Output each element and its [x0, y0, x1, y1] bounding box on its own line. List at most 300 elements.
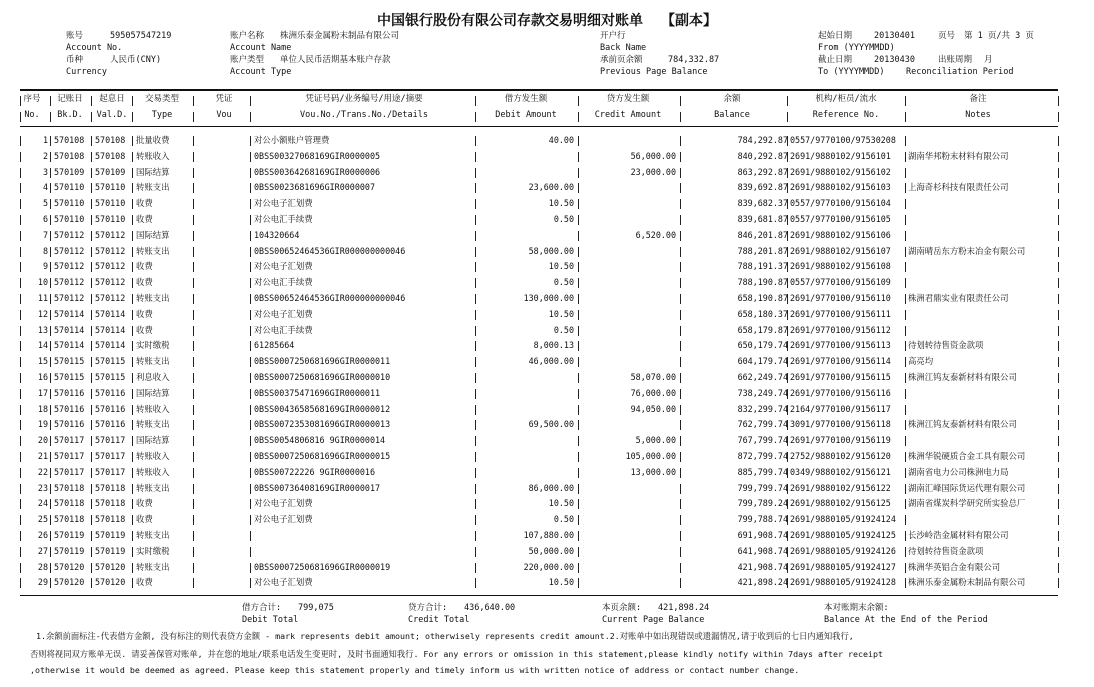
cell-no: 2	[42, 150, 48, 161]
header-divider	[91, 96, 92, 106]
cell-divider	[578, 183, 579, 193]
cell-ref: 2691/9770100/9156113	[790, 340, 891, 351]
cell-details: 对公电子汇划费	[254, 308, 313, 319]
header-divider	[20, 96, 21, 106]
cell-divider	[680, 294, 681, 304]
cell-notes: 湖南晴岳东方粉末冶金有限公司	[908, 245, 1026, 256]
cell-divider	[250, 310, 251, 320]
cell-balance: 832,299.74	[737, 403, 788, 414]
cell-divider	[680, 405, 681, 415]
cell-debit: 10.50	[548, 308, 574, 319]
cell-type: 收费	[136, 324, 153, 335]
header-divider	[132, 96, 133, 106]
cell-divider	[680, 215, 681, 225]
cell-divider	[50, 199, 51, 209]
account-no-label-en: Account No.	[66, 43, 123, 53]
cell-divider	[578, 231, 579, 241]
cell-type: 转账收入	[136, 450, 170, 461]
cell-balance: 762,799.74	[737, 419, 788, 430]
cell-divider	[50, 452, 51, 462]
cell-type: 转账支出	[136, 482, 170, 493]
cell-divider	[250, 405, 251, 415]
cell-divider	[20, 152, 21, 162]
cell-val: 570119	[95, 529, 126, 540]
cell-val: 570110	[95, 198, 126, 209]
cell-divider	[20, 578, 21, 588]
cell-no: 4	[42, 182, 48, 193]
table-row	[20, 544, 1060, 560]
column-header-en-7: Credit Amount	[594, 110, 662, 120]
cell-divider	[250, 531, 251, 541]
cell-divider	[578, 357, 579, 367]
cell-type: 实时缴税	[136, 340, 170, 351]
cell-divider	[250, 326, 251, 336]
cell-credit: 6,520.00	[635, 229, 676, 240]
cell-divider	[680, 563, 681, 573]
cell-val: 570114	[95, 308, 126, 319]
cell-ref: 2691/9770100/9156112	[790, 324, 891, 335]
header-divider	[680, 112, 681, 122]
currency-value: 人民币(CNY)	[110, 55, 162, 65]
cell-divider	[680, 373, 681, 383]
cell-balance: 421,908.74	[737, 561, 788, 572]
table-row	[20, 291, 1060, 307]
cell-ref: 2691/9880102/9156101	[790, 150, 891, 161]
copy-mark: 【副本】	[661, 13, 717, 29]
cell-divider	[50, 247, 51, 257]
table-row	[20, 275, 1060, 291]
cell-details: 0BSS0007250681696GIR0000010	[254, 371, 391, 382]
header-divider	[250, 112, 251, 122]
cell-val: 570119	[95, 545, 126, 556]
title-text: 中国银行股份有限公司存款交易明细对账单	[377, 13, 643, 29]
cell-val: 570112	[95, 261, 126, 272]
cell-divider	[20, 136, 21, 146]
cell-divider	[578, 484, 579, 494]
cell-divider	[680, 484, 681, 494]
cell-divider	[50, 326, 51, 336]
cell-no: 21	[37, 450, 48, 461]
cell-type: 国际结算	[136, 229, 170, 240]
cell-bk: 570114	[54, 340, 85, 351]
cell-divider	[250, 484, 251, 494]
from-label: 起始日期	[818, 31, 853, 41]
cell-details: 对公电子汇划费	[254, 577, 313, 588]
cell-divider	[250, 278, 251, 288]
cell-type: 收费	[136, 498, 153, 509]
cell-no: 25	[37, 514, 48, 525]
cell-details: 0BSS0043658568169GIR0000012	[254, 403, 391, 414]
cell-bk: 570112	[54, 292, 85, 303]
cell-ref: 2691/9880105/91924128	[790, 577, 896, 588]
cell-val: 570110	[95, 213, 126, 224]
cell-divider	[250, 152, 251, 162]
cell-ref: 2691/9880105/91924124	[790, 514, 896, 525]
cell-val: 570117	[95, 435, 126, 446]
cell-divider	[50, 152, 51, 162]
cell-ref: 2691/9880102/9156122	[790, 482, 891, 493]
header-divider	[50, 96, 51, 106]
cell-val: 570115	[95, 371, 126, 382]
table-row	[20, 338, 1060, 354]
cell-divider	[475, 531, 476, 541]
credit-total-label-en: Credit Total	[408, 615, 470, 625]
cell-val: 570117	[95, 450, 126, 461]
header-divider	[905, 96, 906, 106]
cell-divider	[250, 436, 251, 446]
cell-divider	[250, 136, 251, 146]
cell-divider	[20, 531, 21, 541]
period-block	[818, 30, 1034, 78]
cell-val: 570116	[95, 387, 126, 398]
cell-bk: 570108	[54, 150, 85, 161]
cell-val: 570117	[95, 466, 126, 477]
cell-divider	[250, 499, 251, 509]
column-header	[20, 94, 1060, 126]
cell-divider	[1058, 405, 1059, 415]
cell-ref: 0349/9880102/9156121	[790, 466, 891, 477]
cell-val: 570118	[95, 514, 126, 525]
cell-credit: 105,000.00	[625, 450, 676, 461]
table-row	[20, 433, 1060, 449]
cell-divider	[20, 199, 21, 209]
cell-bk: 570118	[54, 482, 85, 493]
cell-balance: 421,898.24	[737, 577, 788, 588]
cell-val: 570120	[95, 561, 126, 572]
cell-val: 570110	[95, 182, 126, 193]
cell-no: 24	[37, 498, 48, 509]
cell-divider	[20, 247, 21, 257]
cell-details: 0BSS00722226 9GIR0000016	[254, 466, 376, 477]
cell-bk: 570112	[54, 261, 85, 272]
cell-divider	[1058, 199, 1059, 209]
cell-type: 收费	[136, 213, 153, 224]
cell-divider	[50, 547, 51, 557]
cell-ref: 0557/9770100/9156105	[790, 213, 891, 224]
cell-divider	[578, 294, 579, 304]
cell-details: 对公电子汇划费	[254, 198, 313, 209]
period-label-en: Reconciliation Period	[906, 67, 1014, 77]
cell-type: 收费	[136, 577, 153, 588]
cell-ref: 2691/9880102/9156102	[790, 166, 891, 177]
cell-type: 收费	[136, 514, 153, 525]
cell-divider	[20, 278, 21, 288]
cell-val: 570116	[95, 403, 126, 414]
cell-type: 转账收入	[136, 403, 170, 414]
cell-credit: 76,000.00	[630, 387, 676, 398]
column-header-en-5: Vou.No./Trans.No./Details	[300, 110, 428, 120]
cell-divider	[50, 341, 51, 351]
cell-balance: 788,191.37	[737, 261, 788, 272]
cell-divider	[50, 405, 51, 415]
cell-balance: 650,179.74	[737, 340, 788, 351]
cell-ref: 2691/9880102/9156107	[790, 245, 891, 256]
cell-credit: 13,000.00	[630, 466, 676, 477]
account-no-label: 账号	[66, 31, 84, 41]
cell-divider	[250, 341, 251, 351]
bank-label-en: Back Name	[600, 43, 647, 53]
cell-divider	[578, 547, 579, 557]
cell-divider	[578, 278, 579, 288]
current-balance-label-en: Current Page Balance	[602, 615, 705, 625]
cell-divider	[20, 262, 21, 272]
cell-debit: 10.50	[548, 577, 574, 588]
cell-notes: 株洲华锐硬质合金工具有限公司	[908, 450, 1026, 461]
cell-val: 570109	[95, 166, 126, 177]
cell-divider	[50, 310, 51, 320]
cell-divider	[578, 215, 579, 225]
table-row	[20, 259, 1060, 275]
column-header-en-1: Bk.D.	[57, 110, 83, 120]
cell-bk: 570109	[54, 166, 85, 177]
cell-type: 转账收入	[136, 466, 170, 477]
column-header-cn-6: 借方发生额	[504, 94, 548, 104]
cell-divider	[680, 420, 681, 430]
cell-balance: 839,681.87	[737, 213, 788, 224]
cell-type: 国际结算	[136, 387, 170, 398]
cell-type: 转账支出	[136, 356, 170, 367]
cell-divider	[1058, 262, 1059, 272]
cell-divider	[250, 357, 251, 367]
cell-divider	[680, 183, 681, 193]
cell-debit: 8,000.13	[533, 340, 574, 351]
cell-divider	[20, 168, 21, 178]
cell-debit: 107,880.00	[523, 529, 574, 540]
credit-total	[408, 602, 515, 626]
cell-divider	[578, 420, 579, 430]
table-row	[20, 165, 1060, 181]
cell-ref: 0557/9770100/9156109	[790, 277, 891, 288]
cell-type: 国际结算	[136, 435, 170, 446]
table-row	[20, 307, 1060, 323]
cell-ref: 2691/9880105/91924125	[790, 529, 896, 540]
cell-divider	[1058, 515, 1059, 525]
cell-notes: 长沙岭浩金属材料有限公司	[908, 529, 1009, 540]
cell-divider	[50, 262, 51, 272]
cell-balance: 788,201.87	[737, 245, 788, 256]
cell-balance: 885,799.74	[737, 466, 788, 477]
cell-type: 转账支出	[136, 561, 170, 572]
cell-divider	[578, 452, 579, 462]
cell-details: 104320664	[254, 229, 300, 240]
cell-divider	[1058, 310, 1059, 320]
cell-divider	[680, 578, 681, 588]
account-name-label-en: Account Name	[230, 43, 292, 53]
cell-credit: 94,050.00	[630, 403, 676, 414]
currency-label-en: Currency	[66, 67, 107, 77]
cell-divider	[680, 341, 681, 351]
debit-total-value: 799,075	[298, 603, 334, 613]
cell-details: 0BSS0054806816 9GIR0000014	[254, 435, 386, 446]
column-header-cn-9: 机构/柜员/流水	[815, 94, 877, 104]
cell-details: 对公电汇手续费	[254, 213, 313, 224]
cell-divider	[20, 452, 21, 462]
cell-no: 9	[42, 261, 48, 272]
cell-debit: 10.50	[548, 198, 574, 209]
cell-bk: 570118	[54, 514, 85, 525]
cell-bk: 570117	[54, 435, 85, 446]
cell-bk: 570119	[54, 545, 85, 556]
cell-balance: 691,908.74	[737, 529, 788, 540]
cell-notes: 湖南汇峰国际货运代理有限公司	[908, 482, 1026, 493]
cell-debit: 69,500.00	[528, 419, 574, 430]
cell-divider	[250, 247, 251, 257]
table-row	[20, 512, 1060, 528]
table-row	[20, 465, 1060, 481]
cell-divider	[578, 436, 579, 446]
cell-divider	[20, 484, 21, 494]
cell-notes: 高亮均	[908, 356, 934, 367]
header-divider	[578, 96, 579, 106]
cell-debit: 40.00	[548, 135, 574, 145]
cell-divider	[250, 420, 251, 430]
cell-val: 570118	[95, 498, 126, 509]
cell-ref: 3091/9770100/9156118	[790, 419, 891, 430]
cell-divider	[1058, 278, 1059, 288]
cell-balance: 788,190.87	[737, 277, 788, 288]
column-header-en-9: Reference No.	[812, 110, 880, 120]
cell-divider	[680, 310, 681, 320]
column-header-cn-8: 余额	[723, 94, 741, 104]
cell-divider	[680, 531, 681, 541]
cell-divider	[578, 262, 579, 272]
cell-debit: 220,000.00	[523, 561, 574, 572]
cell-val: 570115	[95, 356, 126, 367]
cell-details: 对公小额账户管理费	[254, 135, 330, 145]
cell-bk: 570108	[54, 135, 85, 145]
to-label: 截止日期	[818, 55, 853, 65]
period-value: 月	[984, 55, 993, 65]
cell-divider	[680, 468, 681, 478]
account-name-label: 账户名称	[230, 31, 265, 41]
cell-no: 11	[37, 292, 48, 303]
cell-debit: 0.50	[553, 213, 574, 224]
cell-debit: 10.50	[548, 261, 574, 272]
cell-ref: 2691/9770100/9156111	[790, 308, 891, 319]
cell-divider	[20, 294, 21, 304]
cell-no: 29	[37, 577, 48, 588]
cell-no: 26	[37, 529, 48, 540]
cell-divider	[50, 420, 51, 430]
cell-details: 0BSS0007250681696GIR0000011	[254, 356, 391, 367]
cell-divider	[578, 310, 579, 320]
cell-notes: 待划转待售资金款项	[908, 340, 984, 351]
cell-val: 570114	[95, 324, 126, 335]
cell-type: 收费	[136, 308, 153, 319]
table-row	[20, 370, 1060, 386]
page-value: 第 1 页/共 3 页	[964, 31, 1034, 41]
cell-divider	[250, 563, 251, 573]
cell-divider	[50, 515, 51, 525]
cell-val: 570108	[95, 135, 126, 145]
cell-type: 转账支出	[136, 292, 170, 303]
account-type-value: 单位人民币活期基本账户存款	[280, 55, 391, 65]
prev-balance-label: 承前页余额	[600, 55, 643, 65]
cell-divider	[50, 563, 51, 573]
cell-divider	[250, 452, 251, 462]
header-divider	[250, 96, 251, 106]
cell-debit: 86,000.00	[528, 482, 574, 493]
column-header-en-6: Debit Amount	[495, 110, 557, 120]
cell-val: 570112	[95, 292, 126, 303]
cell-bk: 570112	[54, 245, 85, 256]
cell-divider	[578, 326, 579, 336]
cell-divider	[50, 468, 51, 478]
cell-no: 14	[37, 340, 48, 351]
cell-divider	[250, 183, 251, 193]
cell-ref: 2691/9770100/9156114	[790, 356, 891, 367]
cell-type: 国际结算	[136, 166, 170, 177]
column-header-cn-7: 贷方发生额	[606, 94, 650, 104]
column-header-cn-1: 记账日	[57, 94, 83, 104]
cell-no: 27	[37, 545, 48, 556]
note-line-3: ,otherwise it would be deemed as agreed. Please keep this statement properly and timely inform us with written notice of address or contact number change.	[30, 665, 800, 675]
table-row	[20, 528, 1060, 544]
table-row	[20, 575, 1060, 591]
account-name-block	[230, 30, 399, 78]
cell-details: 对公电汇手续费	[254, 324, 313, 335]
debit-total-label: 借方合计:	[242, 603, 282, 613]
cell-val: 570108	[95, 150, 126, 161]
bank-block	[600, 30, 719, 78]
cell-divider	[50, 136, 51, 146]
cell-ref: 0557/9770100/9156104	[790, 198, 891, 209]
bank-label: 开户行	[600, 31, 626, 41]
cell-val: 570118	[95, 482, 126, 493]
cell-type: 转账收入	[136, 150, 170, 161]
debit-total-label-en: Debit Total	[242, 615, 299, 625]
header-divider	[787, 96, 788, 106]
column-header-cn-10: 备注	[969, 94, 987, 104]
header-divider	[1058, 112, 1059, 122]
cell-balance: 658,180.37	[737, 308, 788, 319]
header-divider	[132, 112, 133, 122]
table-row	[20, 133, 1060, 149]
cell-divider	[250, 199, 251, 209]
cell-divider	[680, 515, 681, 525]
table-row	[20, 402, 1060, 418]
cell-no: 13	[37, 324, 48, 335]
cell-notes: 湖南省电力公司株洲电力局	[908, 466, 1009, 477]
cell-notes: 株洲华英铝合金有限公司	[908, 561, 1001, 572]
cell-divider	[578, 373, 579, 383]
table-row	[20, 449, 1060, 465]
cell-ref: 2752/9880102/9156120	[790, 450, 891, 461]
cell-ref: 2691/9770100/9156116	[790, 387, 891, 398]
cell-divider	[250, 215, 251, 225]
cell-divider	[1058, 168, 1059, 178]
cell-divider	[20, 373, 21, 383]
cell-type: 批量收费	[136, 135, 170, 145]
cell-debit: 46,000.00	[528, 356, 574, 367]
table-row	[20, 560, 1060, 576]
end-balance-label: 本对账期末余额:	[824, 603, 889, 613]
cell-details: 0BSS0023681696GIR0000007	[254, 182, 376, 193]
cell-bk: 570112	[54, 229, 85, 240]
column-header-cn-5: 凭证号码/业务编号/用途/摘要	[305, 94, 423, 104]
cell-no: 18	[37, 403, 48, 414]
cell-ref: 2691/9880105/91924127	[790, 561, 896, 572]
cell-divider	[20, 499, 21, 509]
cell-type: 利息收入	[136, 371, 170, 382]
cell-ref: 2691/9880102/9156108	[790, 261, 891, 272]
account-type-label: 账户类型	[230, 55, 265, 65]
cell-no: 28	[37, 561, 48, 572]
cell-val: 570116	[95, 419, 126, 430]
cell-bk: 570110	[54, 182, 85, 193]
cell-divider	[50, 231, 51, 241]
cell-bk: 570119	[54, 529, 85, 540]
